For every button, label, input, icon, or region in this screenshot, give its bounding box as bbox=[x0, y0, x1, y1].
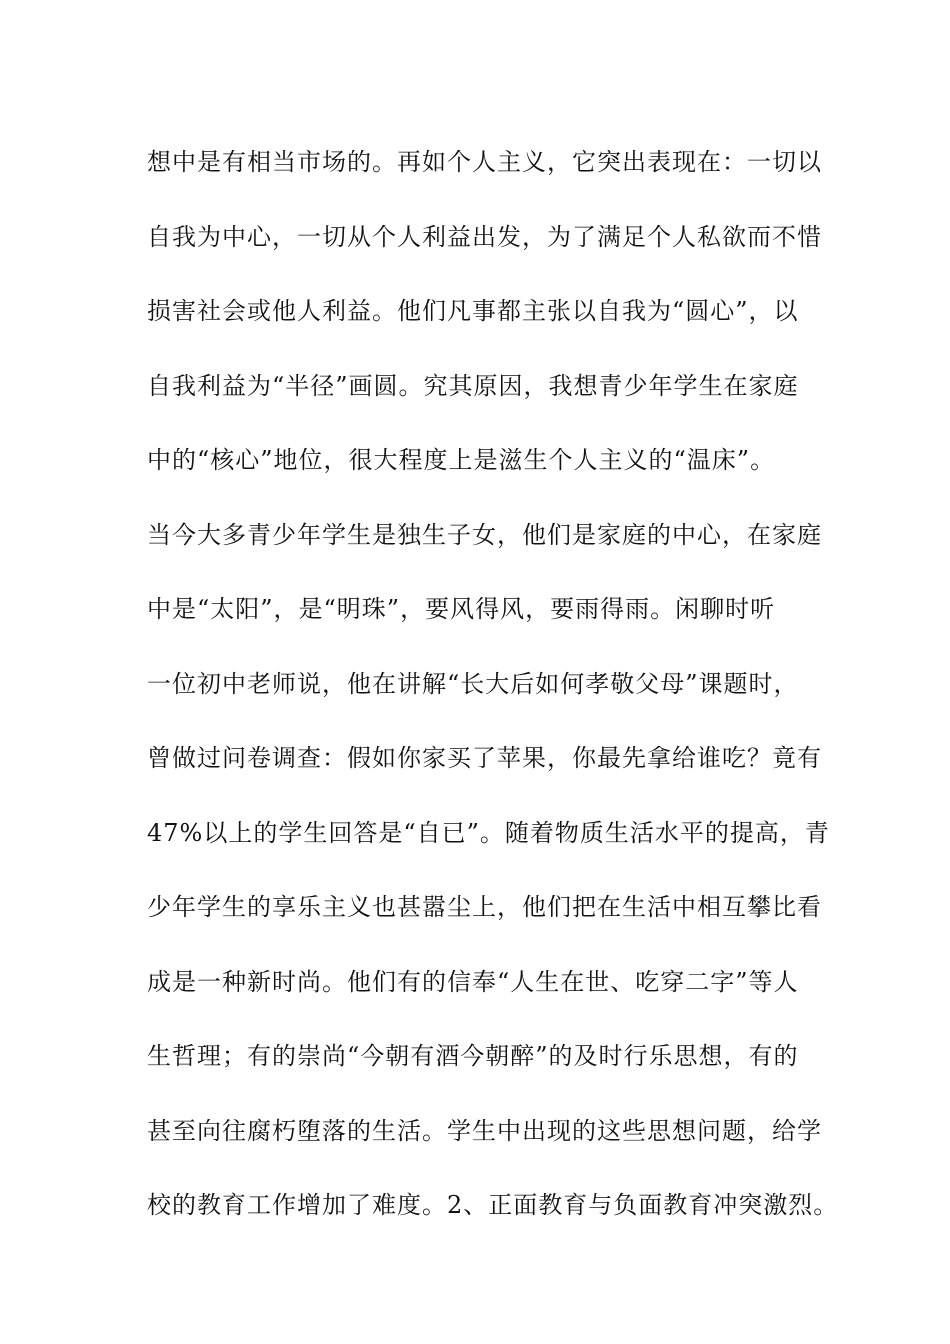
text-line: 成是一种新时尚。他们有的信奉“人生在世、吃穿二字”等人 bbox=[147, 967, 799, 996]
body-text bbox=[147, 125, 839, 1243]
text-line: 甚至向往腐朽堕落的生活。学生中出现的这些思想问题，给学 bbox=[147, 1116, 822, 1145]
text-line: 校的教育工作增加了难度。2、正面教育与负面教育冲突激烈。 bbox=[147, 1191, 839, 1219]
text-line: 中的“核心”地位，很大程度上是滋生个人主义的“温床”。 bbox=[147, 446, 776, 474]
text-line: 生哲理；有的崇尚“今朝有酒今朝醉”的及时行乐思想，有的 bbox=[147, 1042, 799, 1070]
text-line: 一位初中老师说，他在讲解“长大后如何孝敬父母”课题时， bbox=[147, 669, 799, 698]
text-line: 想中是有相当市场的。再如个人主义，它突出表现在：一切以 bbox=[147, 148, 822, 176]
text-line: 自我为中心，一切从个人利益出发，为了满足个人私欲而不惜 bbox=[147, 222, 822, 251]
text-line: 47%以上的学生回答是“自已”。随着物质生活水平的提高，青 bbox=[147, 818, 830, 847]
text-line: 曾做过问卷调查：假如你家买了苹果，你最先拿给谁吃？竟有 bbox=[147, 744, 822, 772]
text-line: 少年学生的享乐主义也甚嚣尘上，他们把在生活中相互攀比看 bbox=[147, 893, 822, 921]
text-line: 自我利益为“半径”画圆。究其原因，我想青少年学生在家庭 bbox=[147, 371, 799, 400]
text-line: 当今大多青少年学生是独生子女，他们是家庭的中心，在家庭 bbox=[147, 520, 822, 549]
text-line: 中是“太阳”，是“明珠”，要风得风，要雨得雨。闲聊时听 bbox=[147, 595, 776, 623]
text-line: 损害社会或他人利益。他们凡事都主张以自我为“圆心”，以 bbox=[147, 297, 799, 325]
